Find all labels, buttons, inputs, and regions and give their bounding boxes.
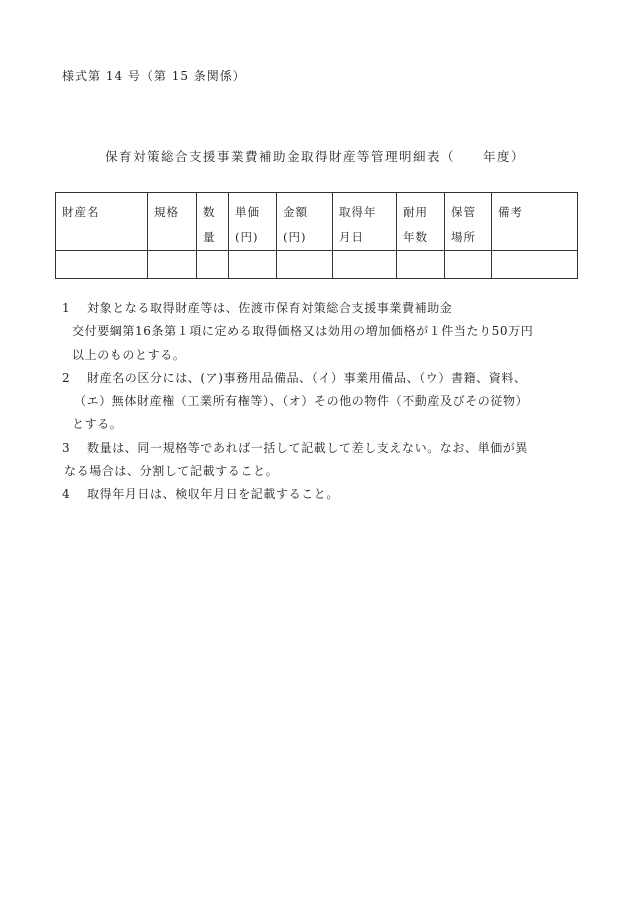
table-cell-unit-price[interactable] [229,251,277,279]
note-continuation: とする。 [72,417,123,432]
note-item [62,483,592,506]
col-header-unit-price-line-2: (円) [235,230,259,244]
note-number: 3 [62,440,71,455]
col-header-quantity-line-1: 数 [203,205,216,219]
note-number: 4 [62,487,71,502]
note-item [62,367,592,437]
table-cell-acquisition-date[interactable] [333,251,397,279]
table-cell-storage-location[interactable] [445,251,492,279]
note-first-line [62,437,592,460]
note-text: 対象となる取得財産等は、佐渡市保育対策総合支援事業費補助金 [87,301,453,315]
col-header-useful-life [397,193,445,251]
table-cell-quantity[interactable] [197,251,229,279]
notes-list [62,297,592,507]
table-row [56,251,578,279]
col-header-remarks [492,193,578,251]
col-header-amount [277,193,333,251]
note-first-line [62,483,592,506]
note-text: 取得年月日は、検収年月日を記載すること。 [87,487,340,502]
col-header-unit-price [229,193,277,251]
asset-table [55,192,578,279]
table-cell-spec[interactable] [148,251,197,279]
note-item [62,297,592,367]
note-first-line [62,367,592,390]
col-header-asset-name-line-1: 財産名 [62,205,100,219]
table-header-row [56,193,578,251]
col-header-acquisition-date [333,193,397,251]
note-number: 2 [62,370,71,385]
form-number: 様式第 14 号（第 15 条関係） [62,69,246,83]
note-number: 1 [62,301,71,315]
col-header-remarks-line-1: 備考 [498,205,523,219]
note-first-line [62,297,592,320]
col-header-useful-life-line-1: 耐用 [403,205,428,219]
table-cell-amount[interactable] [277,251,333,279]
note-continuation: （エ）無体財産権（工業所有権等）、（オ）その他の物件（不動産及びその従物） [74,394,529,409]
table-cell-asset-name[interactable] [56,251,148,279]
col-header-quantity-line-2: 量 [203,230,216,244]
col-header-amount-line-1: 金額 [283,205,308,219]
table-cell-remarks[interactable] [492,251,578,279]
note-text: 数量は、同一規格等であれば一括して記載して差し支えない。なお、単価が異 [87,440,529,455]
col-header-acquisition-date-line-1: 取得年 [339,205,377,219]
col-header-unit-price-line-1: 単価 [235,205,260,219]
col-header-asset-name [56,193,148,251]
col-header-spec [148,193,197,251]
col-header-useful-life-line-2: 年数 [403,230,428,244]
note-item [62,437,592,484]
note-continuation: なる場合は、分割して記載すること。 [64,464,279,479]
col-header-acquisition-date-line-2: 月日 [339,230,364,244]
col-header-spec-line-1: 規格 [154,205,179,219]
note-text: 財産名の区分には、(ア)事務用品備品、（イ）事業用備品、（ウ）書籍、資料、 [87,370,527,385]
col-header-amount-line-2: (円) [283,230,307,244]
table-cell-useful-life[interactable] [397,251,445,279]
note-continuation: 以上のものとする。 [72,347,186,362]
col-header-storage-location [445,193,492,251]
col-header-quantity [197,193,229,251]
note-continuation: 交付要綱第16条第１項に定める取得価格又は効用の増加価格が１件当たり50万円 [72,324,534,339]
col-header-storage-location-line-2: 場所 [451,230,476,244]
document-title: 保育対策総合支援事業費補助金取得財産等管理明細表（ 年度） [104,149,525,164]
col-header-storage-location-line-1: 保管 [451,205,476,219]
